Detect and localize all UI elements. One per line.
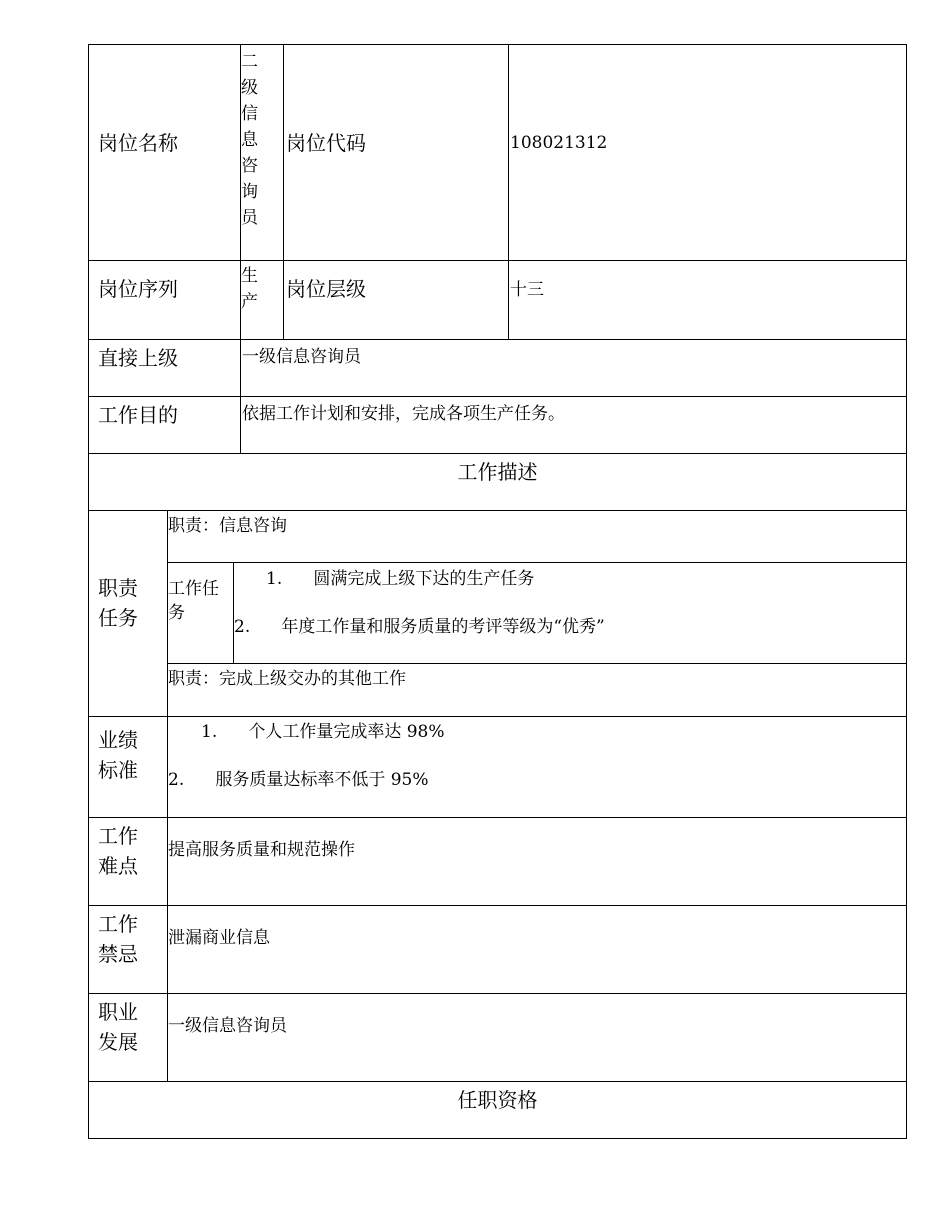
difficulty-label: 工作难点 <box>98 824 138 878</box>
taboo-value-cell <box>167 905 907 994</box>
work-description-title: 工作描述 <box>457 460 538 484</box>
performance-item <box>201 720 445 744</box>
post-sequence-label-cell <box>88 260 241 340</box>
difficulty-value: 提高服务质量和规范操作 <box>168 840 355 860</box>
performance-item <box>168 768 429 792</box>
taboo-label: 工作禁忌 <box>98 912 138 966</box>
post-name-value-cell <box>240 44 284 261</box>
superior-value-cell <box>240 339 907 397</box>
qualification-header-cell <box>88 1081 907 1139</box>
task-number: 1. <box>266 569 283 589</box>
task-number: 2. <box>234 617 251 637</box>
post-level-value-cell <box>508 260 907 340</box>
duty1-cell <box>167 510 907 563</box>
performance-text: 个人工作量完成率达 98% <box>248 722 445 742</box>
tasks-label-cell <box>167 562 234 664</box>
performance-number: 1. <box>201 722 218 742</box>
task-text: 圆满完成上级下达的生产任务 <box>313 569 535 589</box>
superior-label: 直接上级 <box>98 346 178 370</box>
duties-label-cell <box>88 510 168 717</box>
career-value-cell <box>167 993 907 1082</box>
tasks-value-cell <box>233 562 907 664</box>
post-code-label: 岗位代码 <box>286 131 366 155</box>
difficulty-label-cell <box>88 817 168 906</box>
duties-label: 职责任务 <box>98 576 138 630</box>
qualification-title: 任职资格 <box>457 1088 538 1112</box>
duty1-text: 职责：信息咨询 <box>168 516 287 536</box>
performance-text: 服务质量达标率不低于 95% <box>215 770 429 790</box>
purpose-value: 依据工作计划和安排，完成各项生产任务。 <box>242 404 565 424</box>
post-name-value: 二级信息咨询员 <box>241 52 258 228</box>
post-name-label-cell <box>88 44 241 261</box>
post-code-value: 108021312 <box>510 133 608 153</box>
duty2-cell <box>167 663 907 717</box>
post-sequence-value-cell <box>240 260 284 340</box>
work-description-header-cell <box>88 453 907 511</box>
superior-label-cell <box>88 339 241 397</box>
post-code-value-cell <box>508 44 907 261</box>
superior-value: 一级信息咨询员 <box>242 347 361 367</box>
career-label: 职业发展 <box>98 1000 138 1054</box>
post-level-value: 十三 <box>510 280 544 300</box>
post-level-label: 岗位层级 <box>286 277 366 301</box>
task-item <box>266 567 534 591</box>
career-label-cell <box>88 993 168 1082</box>
purpose-value-cell <box>240 396 907 454</box>
duty2-text: 职责：完成上级交办的其他工作 <box>168 669 406 689</box>
performance-label-cell <box>88 716 168 818</box>
task-text: 年度工作量和服务质量的考评等级为“优秀” <box>281 617 605 637</box>
performance-value-cell <box>167 716 907 818</box>
taboo-label-cell <box>88 905 168 994</box>
post-name-label: 岗位名称 <box>98 131 178 155</box>
career-value: 一级信息咨询员 <box>168 1016 287 1036</box>
performance-label: 业绩标准 <box>98 728 138 782</box>
post-level-label-cell <box>283 260 509 340</box>
post-sequence-label: 岗位序列 <box>98 277 178 301</box>
taboo-value: 泄漏商业信息 <box>168 928 270 948</box>
tasks-label: 工作任务 <box>168 579 219 623</box>
post-sequence-value: 生产 <box>241 266 258 312</box>
performance-number: 2. <box>168 770 185 790</box>
difficulty-value-cell <box>167 817 907 906</box>
purpose-label-cell <box>88 396 241 454</box>
purpose-label: 工作目的 <box>98 403 178 427</box>
task-item <box>234 615 605 639</box>
post-code-label-cell <box>283 44 509 261</box>
